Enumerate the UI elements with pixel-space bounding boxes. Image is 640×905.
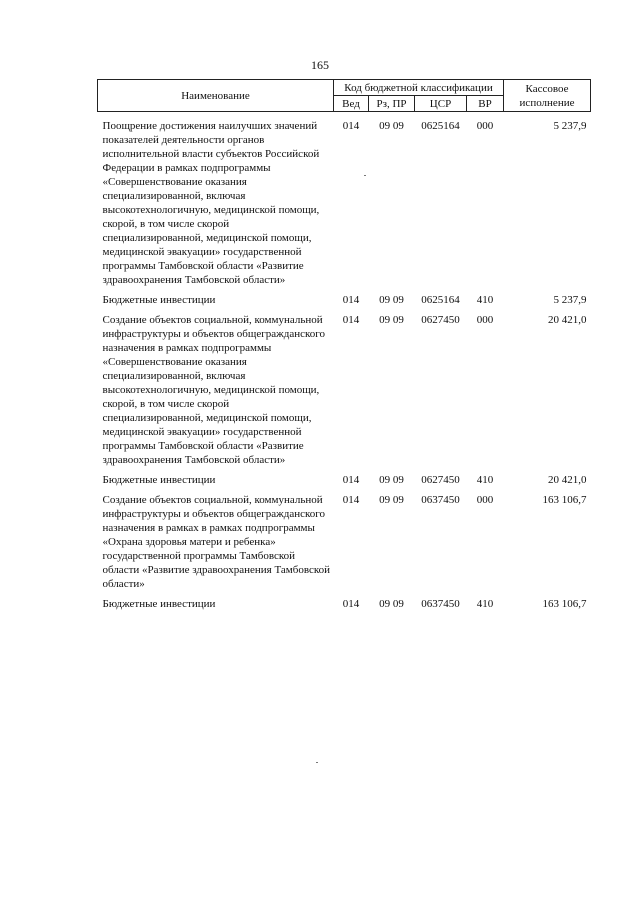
header-amount: Кассовое исполнение — [504, 80, 591, 112]
table-row — [98, 313, 591, 473]
row-ved: 014 — [342, 120, 360, 132]
row-vr: 000 — [476, 494, 494, 506]
table-row — [98, 112, 591, 294]
row-amount: 20 421,0 — [548, 314, 587, 326]
row-name: Бюджетные инвестиции — [102, 598, 216, 610]
row-rz-pr: 09 09 — [379, 120, 404, 132]
row-vr: 410 — [476, 474, 494, 486]
row-amount: 163 106,7 — [542, 494, 587, 506]
row-csr: 0627450 — [421, 474, 460, 486]
row-amount: 20 421,0 — [548, 474, 587, 486]
header-vr: ВР — [467, 96, 504, 112]
row-amount: 163 106,7 — [542, 598, 587, 610]
row-name: Бюджетные инвестиции — [102, 294, 216, 306]
scan-speck — [364, 175, 366, 176]
page-number: 165 — [311, 58, 329, 72]
row-name: Поощрение достижения наилучших значений показателей деятельности органов исполнительной власти субъектов Российской Федерации в рамках подпрограммы «Совершенствование оказания специализированной, включая высокотехнологичную, медицинской помощи, скорой, в том числе скорой специализированной, медицинской помощи, медицинской эвакуации» государственной программы Тамбовской области «Развитие здравоохранения Тамбовской области» — [102, 120, 320, 286]
row-csr: 0627450 — [421, 314, 460, 326]
header-name: Наименование — [98, 80, 334, 112]
table-row — [98, 493, 591, 597]
row-vr: 410 — [476, 598, 494, 610]
row-name: Бюджетные инвестиции — [102, 474, 216, 486]
row-ved: 014 — [342, 598, 360, 610]
row-amount: 5 237,9 — [553, 120, 587, 132]
row-csr: 0637450 — [421, 494, 460, 506]
row-ved: 014 — [342, 474, 360, 486]
table-row — [98, 293, 591, 313]
row-csr: 0625164 — [421, 294, 460, 306]
row-amount: 5 237,9 — [553, 294, 587, 306]
row-rz-pr: 09 09 — [379, 598, 404, 610]
row-ved: 014 — [342, 314, 360, 326]
row-name: Создание объектов социальной, коммунальной инфраструктуры и объектов общегражданского назначения в рамках в рамках подпрограммы «Охрана здоровья матери и ребенка» государственной программы Тамбовской области «Развитие здравоохранения Тамбовской области» — [102, 494, 331, 590]
table-row — [98, 473, 591, 493]
row-ved: 014 — [342, 494, 360, 506]
row-vr: 000 — [476, 314, 494, 326]
row-rz-pr: 09 09 — [379, 494, 404, 506]
header-csr: ЦСР — [415, 96, 467, 112]
row-vr: 410 — [476, 294, 494, 306]
row-vr: 000 — [476, 120, 494, 132]
table-row — [98, 597, 591, 617]
row-ved: 014 — [342, 294, 360, 306]
row-rz-pr: 09 09 — [379, 314, 404, 326]
table-header — [98, 80, 591, 112]
header-rz-pr: Рз, ПР — [369, 96, 415, 112]
scan-speck — [316, 762, 318, 763]
row-name: Создание объектов социальной, коммунальной инфраструктуры и объектов общегражданского назначения в рамках подпрограммы «Совершенствование оказания специализированной, включая высокотехнологичную, медицинской помощи, скорой, в том числе скорой специализированной, медицинской помощи, медицинской эвакуации» государственной программы Тамбовской области «Развитие здравоохранения Тамбовской области» — [102, 314, 326, 466]
header-ved: Вед — [334, 96, 369, 112]
row-rz-pr: 09 09 — [379, 474, 404, 486]
header-code-group: Код бюджетной классификации — [334, 80, 504, 96]
budget-table — [97, 79, 591, 617]
row-csr: 0625164 — [421, 120, 460, 132]
row-rz-pr: 09 09 — [379, 294, 404, 306]
row-csr: 0637450 — [421, 598, 460, 610]
